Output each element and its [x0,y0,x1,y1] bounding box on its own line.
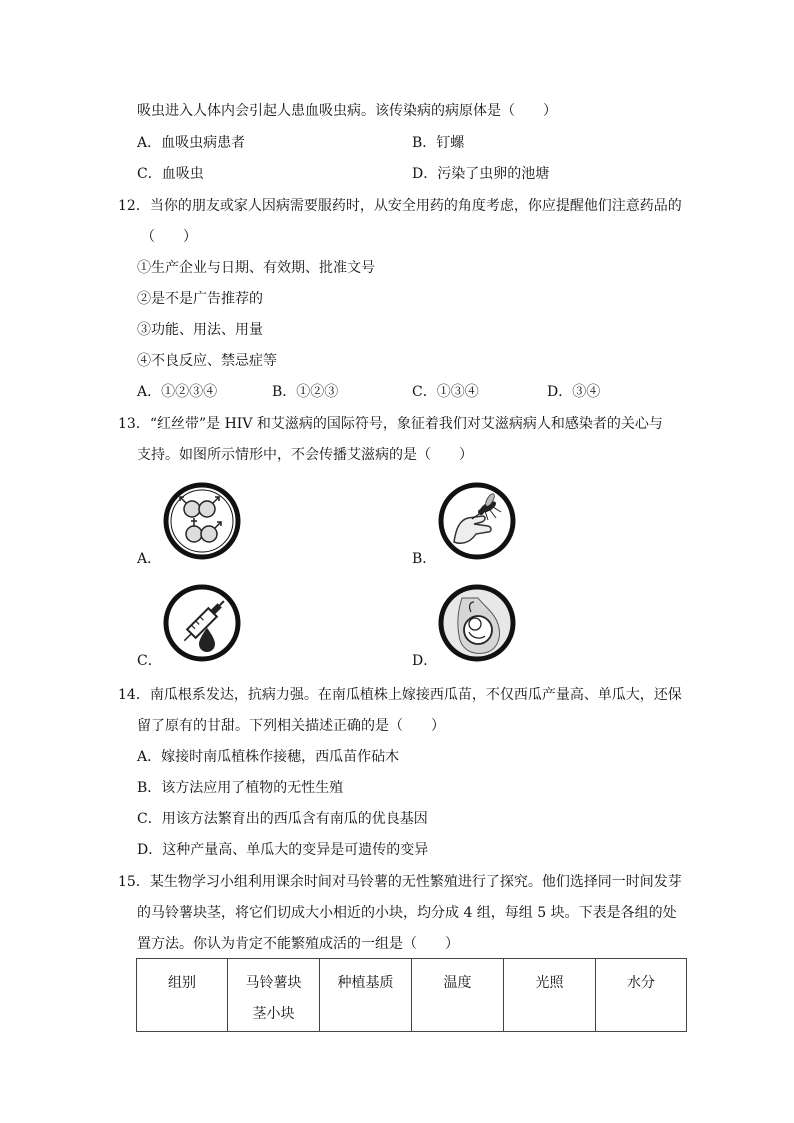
sexual-contact-icon [163,482,241,560]
q12-stem-line2: （ ） [141,229,197,245]
q14-option-a: A．嫁接时南瓜植株作接穗，西瓜苗作砧木 [137,749,400,765]
mosquito-bite-icon [438,482,516,560]
q12-option-c: C．①③④ [412,384,479,400]
q13-option-b-label: B． [412,551,437,567]
q11-option-a: A．血吸虫病患者 [137,135,246,151]
table-header-cell: 种植基质 [320,959,412,1032]
q15-stem-line3: 置方法。你认为肯定不能繁殖成活的一组是（ ） [137,936,459,952]
q14-stem-line2: 留了原有的甘甜。下列相关描述正确的是（ ） [137,718,445,734]
table-header-cell: 温度 [412,959,504,1032]
q12-item-3: ③功能、用法、用量 [137,322,263,338]
q13-option-d-label: D． [412,653,438,669]
q11-option-c: C．血吸虫 [137,166,204,182]
q13-stem-line1: 13．“红丝带”是 HIV 和艾滋病的国际符号，象征着我们对艾滋病病人和感染者的关心与 [118,416,663,432]
table-header-cell: 水分 [596,959,687,1032]
q12-item-4: ④不良反应、禁忌症等 [137,353,277,369]
q12-option-d: D．③④ [547,384,601,400]
mother-fetus-icon [438,584,516,662]
q11-option-d: D．污染了虫卵的池塘 [412,166,550,182]
q15-stem-line2: 的马铃薯块茎，将它们切成大小相近的小块，均分成 4 组，每组 5 块。下表是各组的处 [137,905,677,921]
q14-option-b: B．该方法应用了植物的无性生殖 [137,780,344,796]
q11-stem-tail: 吸虫进入人体内会引起人患血吸虫病。该传染病的病原体是（ ） [137,103,557,119]
q13-option-a-label: A． [137,551,162,567]
syringe-blood-icon [163,584,241,662]
table-header-row [137,959,687,1032]
q13-stem-line2: 支持。如图所示情形中，不会传播艾滋病的是（ ） [137,447,473,463]
q13-option-c-label: C． [137,653,162,669]
q12-stem-line1: 12．当你的朋友或家人因病需要服药时，从安全用药的角度考虑，你应提醒他们注意药品的 [118,198,682,214]
q12-item-2: ②是不是广告推荐的 [137,291,263,307]
table-header-cell: 光照 [504,959,596,1032]
table-header-cell: 马铃薯块茎小块 [228,959,320,1032]
table-header-cell: 组别 [137,959,228,1032]
q14-option-c: C．用该方法繁育出的西瓜含有南瓜的优良基因 [137,811,428,827]
q14-option-d: D．这种产量高、单瓜大的变异是可遗传的变异 [137,842,429,858]
q14-stem-line1: 14．南瓜根系发达，抗病力强。在南瓜植株上嫁接西瓜苗，不仅西瓜产量高、单瓜大，还保 [118,687,682,703]
q15-table [136,958,687,1032]
q15-stem-line1: 15．某生物学习小组利用课余时间对马铃薯的无性繁殖进行了探究。他们选择同一时间发芽 [118,874,682,890]
q12-option-b: B．①②③ [272,384,339,400]
q12-item-1: ①生产企业与日期、有效期、批准文号 [137,260,375,276]
q11-option-b: B．钉螺 [412,135,465,151]
q12-option-a: A．①②③④ [137,384,218,400]
